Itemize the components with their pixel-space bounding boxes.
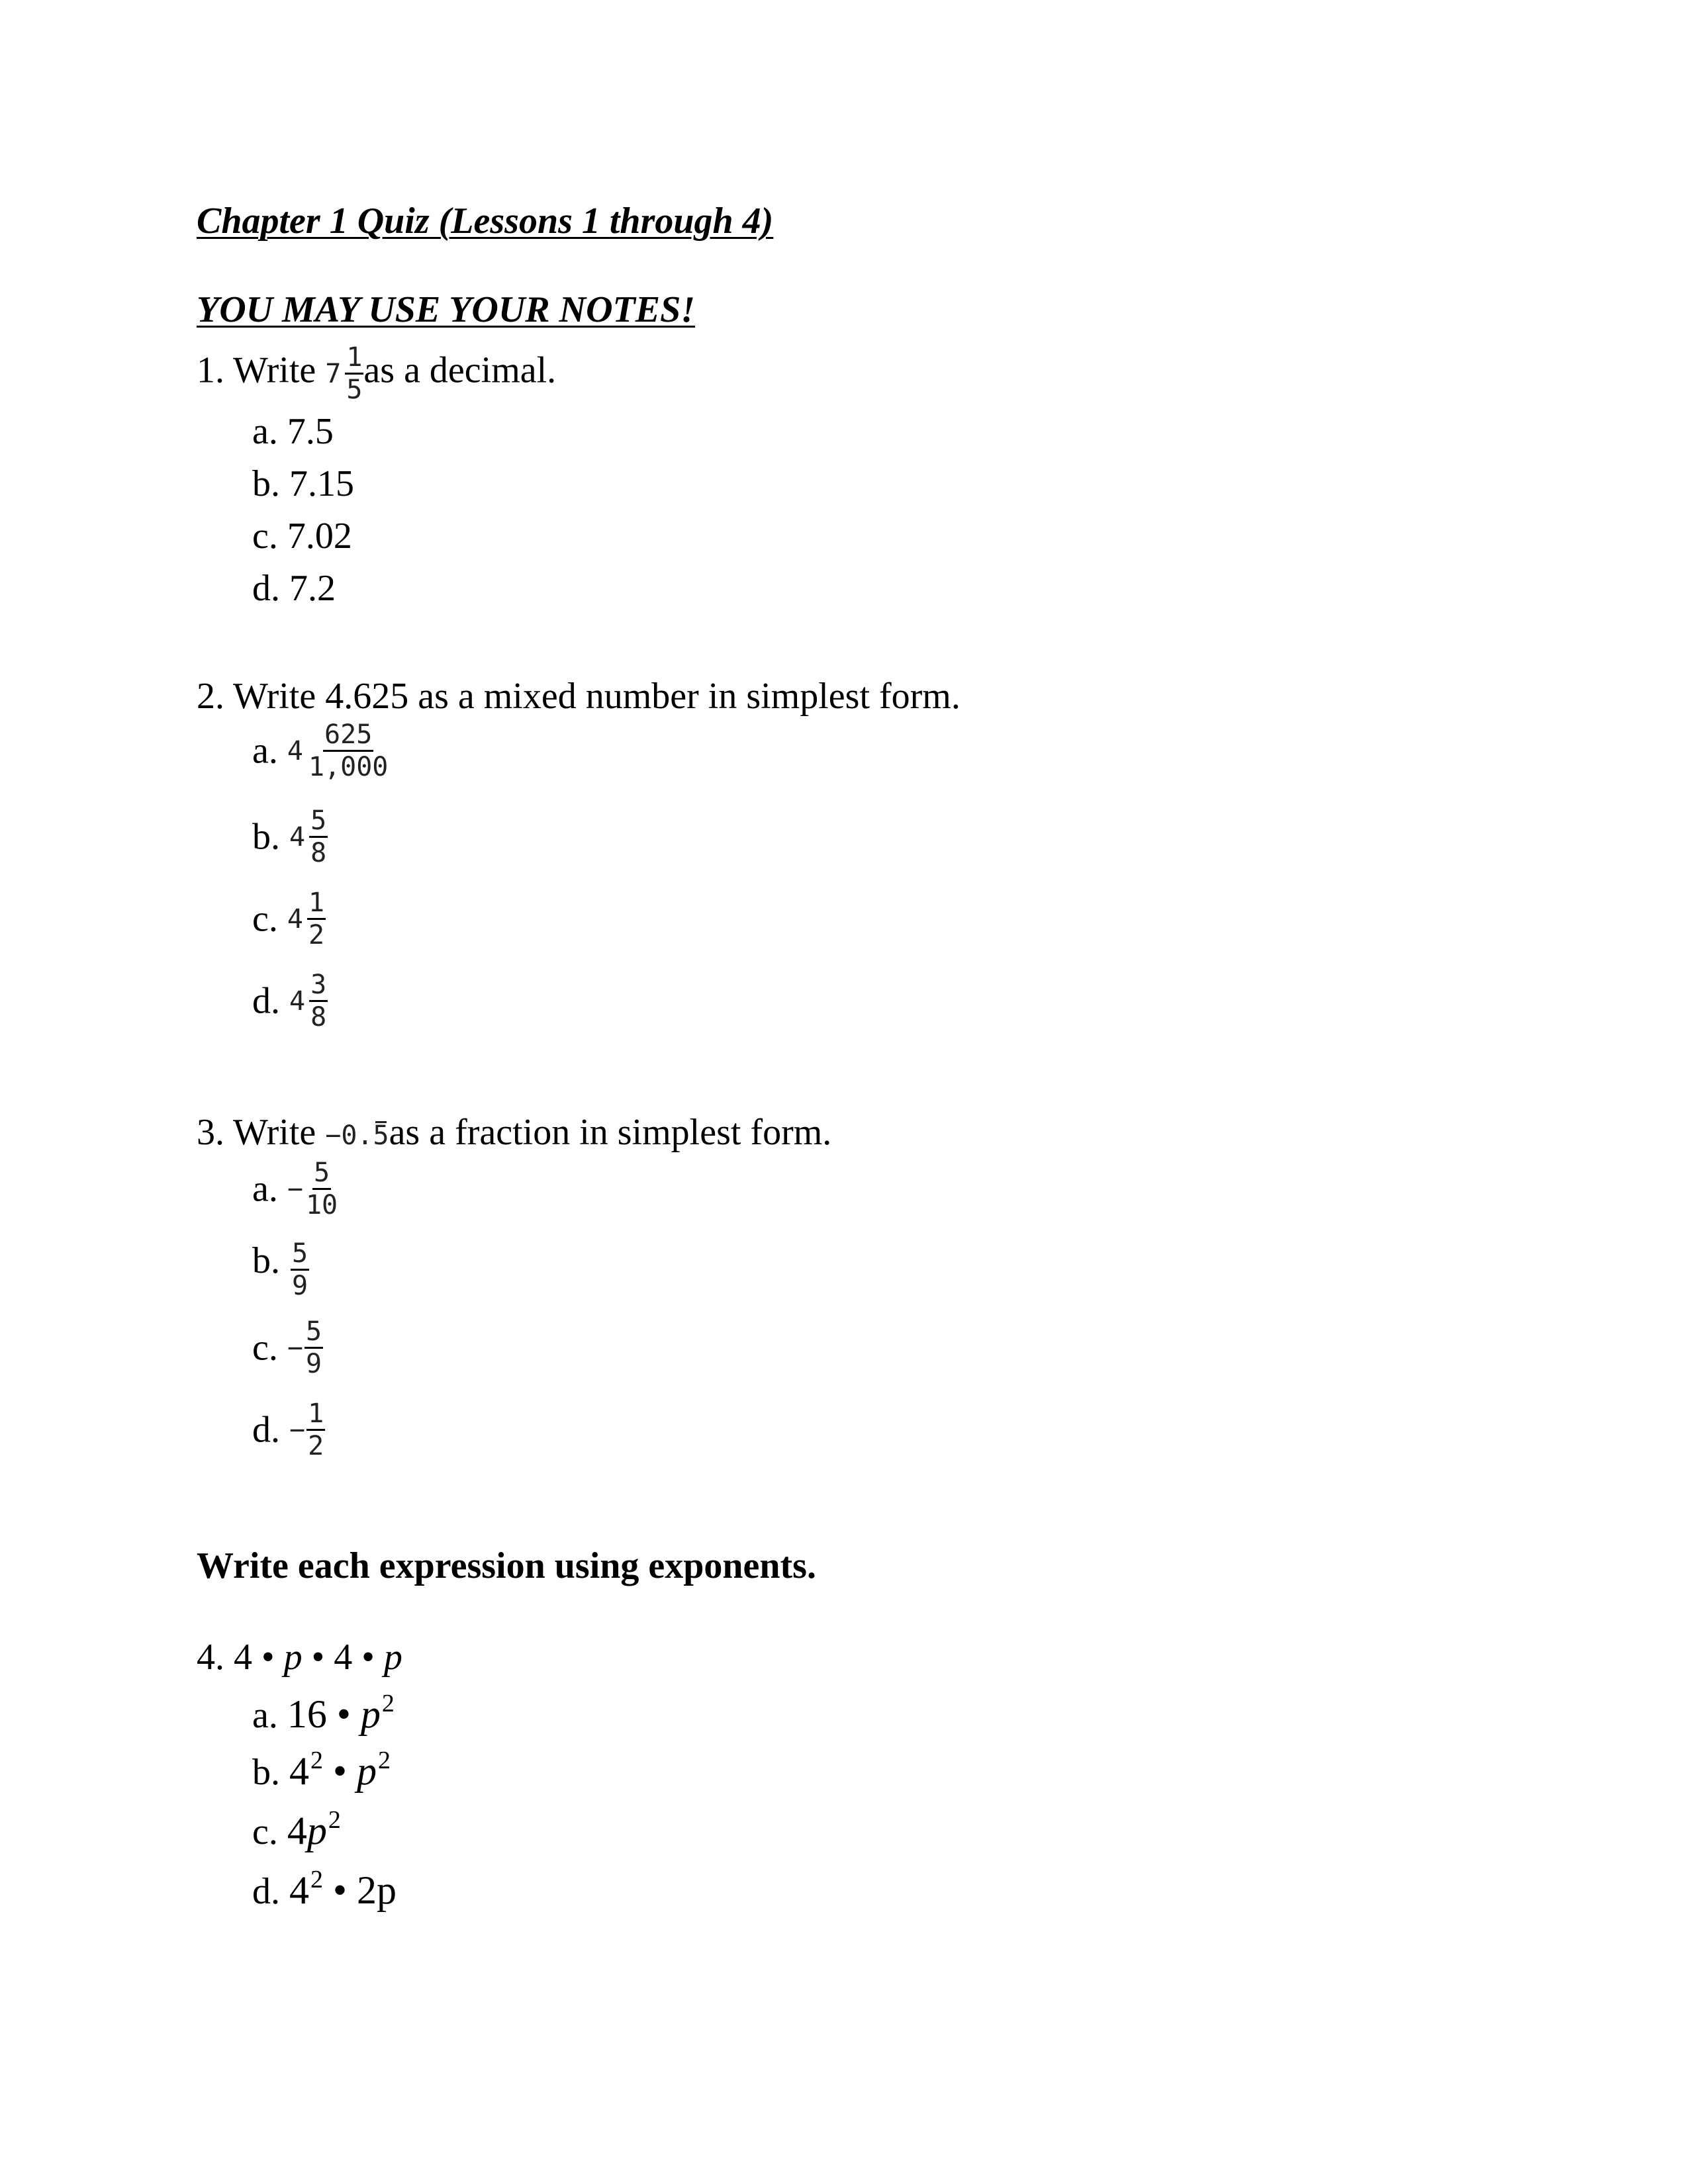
q4-option-c[interactable]: c. $4p^2$ — [252, 1806, 341, 1852]
question-text-post: as a decimal. — [363, 349, 557, 391]
fraction — [345, 344, 363, 403]
q1-option-a[interactable]: a. 7.5 — [252, 411, 334, 452]
q2-option-a[interactable]: a. 4 $\frac{625}{1,000}$ — [252, 719, 389, 782]
notes-notice: YOU MAY USE YOUR NOTES! — [197, 289, 696, 330]
q3-option-d[interactable]: d. − $\frac{1}{2}$ — [252, 1398, 324, 1461]
question-text-pre: Write — [233, 349, 316, 391]
q2-option-b[interactable]: b. 4 $\frac{5}{8}$ — [252, 805, 327, 868]
q3-option-c[interactable]: c. − $\frac{5}{9}$ — [252, 1316, 322, 1379]
question-number: 1. — [197, 349, 224, 391]
fraction: $\frac{5}{9}$ — [292, 1238, 308, 1301]
fraction: $\frac{1}{2}$ — [308, 1398, 324, 1461]
question-4: 4. 4 • p • 4 • p — [197, 1637, 402, 1678]
section-heading: Write each expression using exponents. — [197, 1545, 816, 1586]
fraction: $\frac{625}{1,000}$ — [308, 719, 389, 782]
q3-option-a[interactable]: a. − $\frac{5}{10}$ — [252, 1158, 338, 1220]
question-3: 3. Write −0. 5 as a fraction in simplest form. — [197, 1112, 832, 1153]
mixed-number — [325, 344, 363, 403]
q1-option-c[interactable]: c. 7.02 — [252, 516, 352, 557]
question-1 — [197, 344, 556, 403]
q1-option-d[interactable]: d. 7.2 — [252, 568, 336, 609]
fraction: $\frac{5}{8}$ — [310, 805, 327, 868]
q2-option-c[interactable]: c. 4 $\frac{1}{2}$ — [252, 887, 325, 950]
quiz-title: Chapter 1 Quiz (Lessons 1 through 4) — [197, 201, 774, 242]
q4-option-b[interactable]: b. $4^2$ • $p^2$ — [252, 1747, 391, 1793]
fraction: $\frac{1}{2}$ — [308, 887, 325, 950]
repeat-digit: 5 — [373, 1120, 389, 1151]
fraction: $\frac{3}{8}$ — [310, 970, 327, 1032]
repeating-decimal: −0. 5 — [325, 1120, 389, 1151]
q3-option-b[interactable]: b. $\frac{5}{9}$ — [252, 1238, 308, 1301]
fraction: $\frac{5}{10}$ — [305, 1158, 338, 1220]
numerator: 1 — [345, 344, 363, 375]
q1-option-b[interactable]: b. 7.15 — [252, 463, 354, 504]
q4-option-a[interactable]: a. 16 • $p^2$ — [252, 1690, 395, 1736]
denominator: 5 — [346, 375, 363, 405]
whole-part: 7 — [325, 358, 342, 389]
fraction: $\frac{5}{9}$ — [305, 1316, 322, 1379]
q4-option-d[interactable]: d. $4^2$ • 2p — [252, 1866, 397, 1912]
q2-option-d[interactable]: d. 4 $\frac{3}{8}$ — [252, 970, 327, 1032]
question-2: 2. Write 4.625 as a mixed number in simplest form. — [197, 676, 961, 717]
